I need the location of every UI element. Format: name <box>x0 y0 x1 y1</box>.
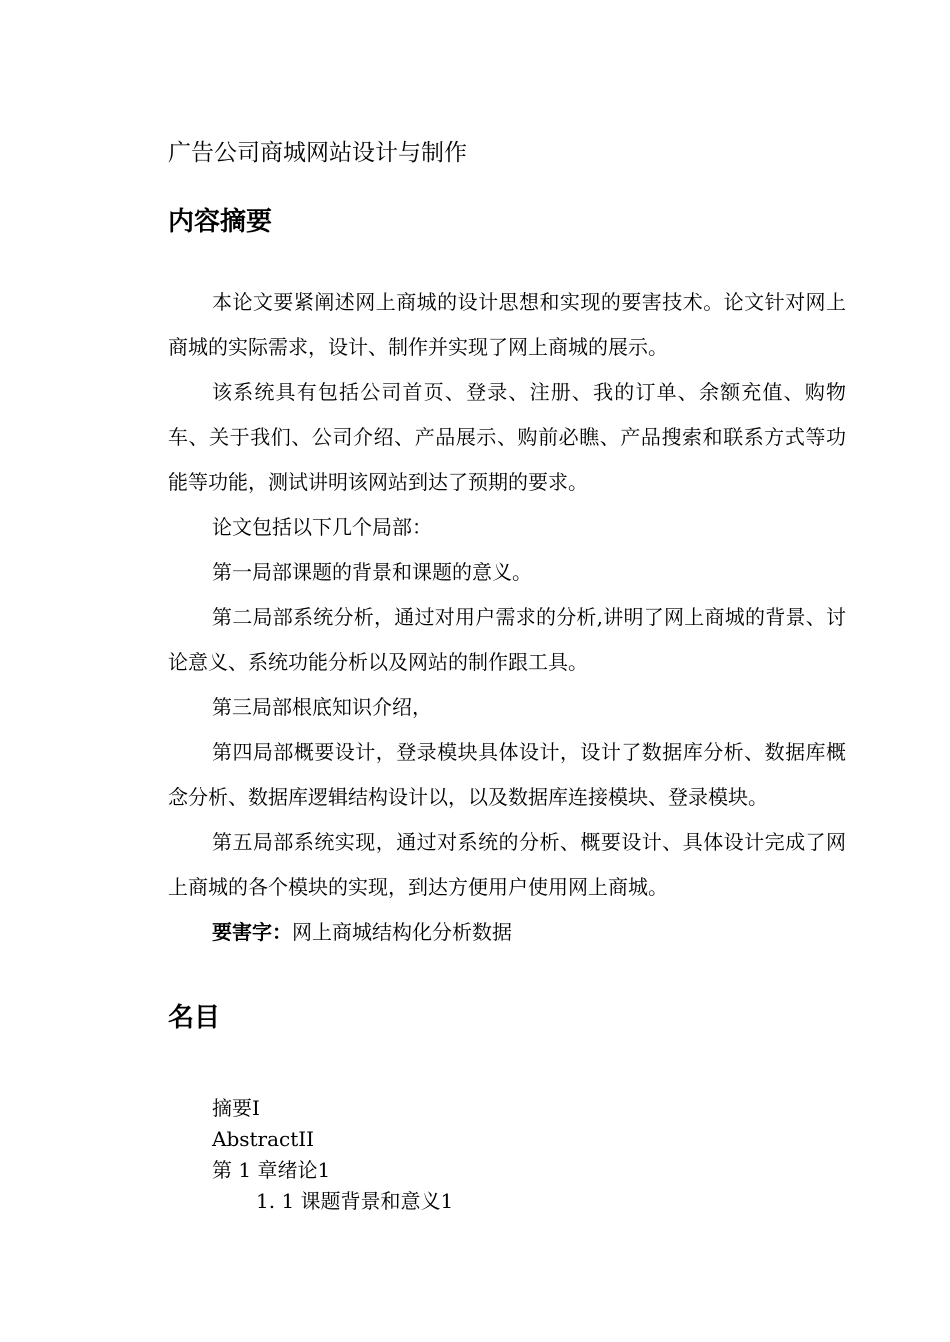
toc-entry[interactable]: AbstractII <box>212 1127 315 1151</box>
keywords-value: 网上商城结构化分析数据 <box>292 920 512 944</box>
abstract-paragraph: 论文包括以下几个局部： <box>212 515 432 539</box>
abstract-paragraph: 该系统具有包括公司首页、登录、注册、我的订单、余额充值、购物车、关于我们、公司介绍、产品展示、购前必瞧、产品搜索和联系方式等功能等功能，测试讲明该网站到达了预期的要求。 <box>168 380 846 494</box>
document-title: 广告公司商城网站设计与制作 <box>168 140 467 166</box>
abstract-paragraph: 第三局部根底知识介绍， <box>212 695 432 719</box>
abstract-paragraph: 第五局部系统实现，通过对系统的分析、概要设计、具体设计完成了网上商城的各个模块的实现，到达方便用户使用网上商城。 <box>168 830 846 899</box>
keywords-line <box>168 910 846 955</box>
abstract-paragraph: 本论文要紧阐述网上商城的设计思想和实现的要害技术。论文针对网上商城的实际需求，设计、制作并实现了网上商城的展示。 <box>168 290 846 359</box>
table-of-contents <box>212 1093 453 1217</box>
abstract-heading: 内容摘要 <box>168 207 273 237</box>
keywords-label: 要害字： <box>212 920 292 944</box>
abstract-paragraph: 第一局部课题的背景和课题的意义。 <box>212 560 532 584</box>
toc-entry[interactable]: 第 1 章绪论1 <box>212 1158 331 1182</box>
toc-subentry[interactable]: 1. 1 课题背景和意义1 <box>256 1189 454 1213</box>
toc-heading: 名目 <box>168 1003 221 1033</box>
abstract-paragraph: 第二局部系统分析，通过对用户需求的分析,讲明了网上商城的背景、讨论意义、系统功能分析以及网站的制作跟工具。 <box>168 605 846 674</box>
toc-entry[interactable]: 摘要I <box>212 1096 260 1120</box>
abstract-paragraph: 第四局部概要设计，登录模块具体设计，设计了数据库分析、数据库概念分析、数据库逻辑结构设计以，以及数据库连接模块、登录模块。 <box>168 740 846 809</box>
abstract-body <box>168 280 846 955</box>
